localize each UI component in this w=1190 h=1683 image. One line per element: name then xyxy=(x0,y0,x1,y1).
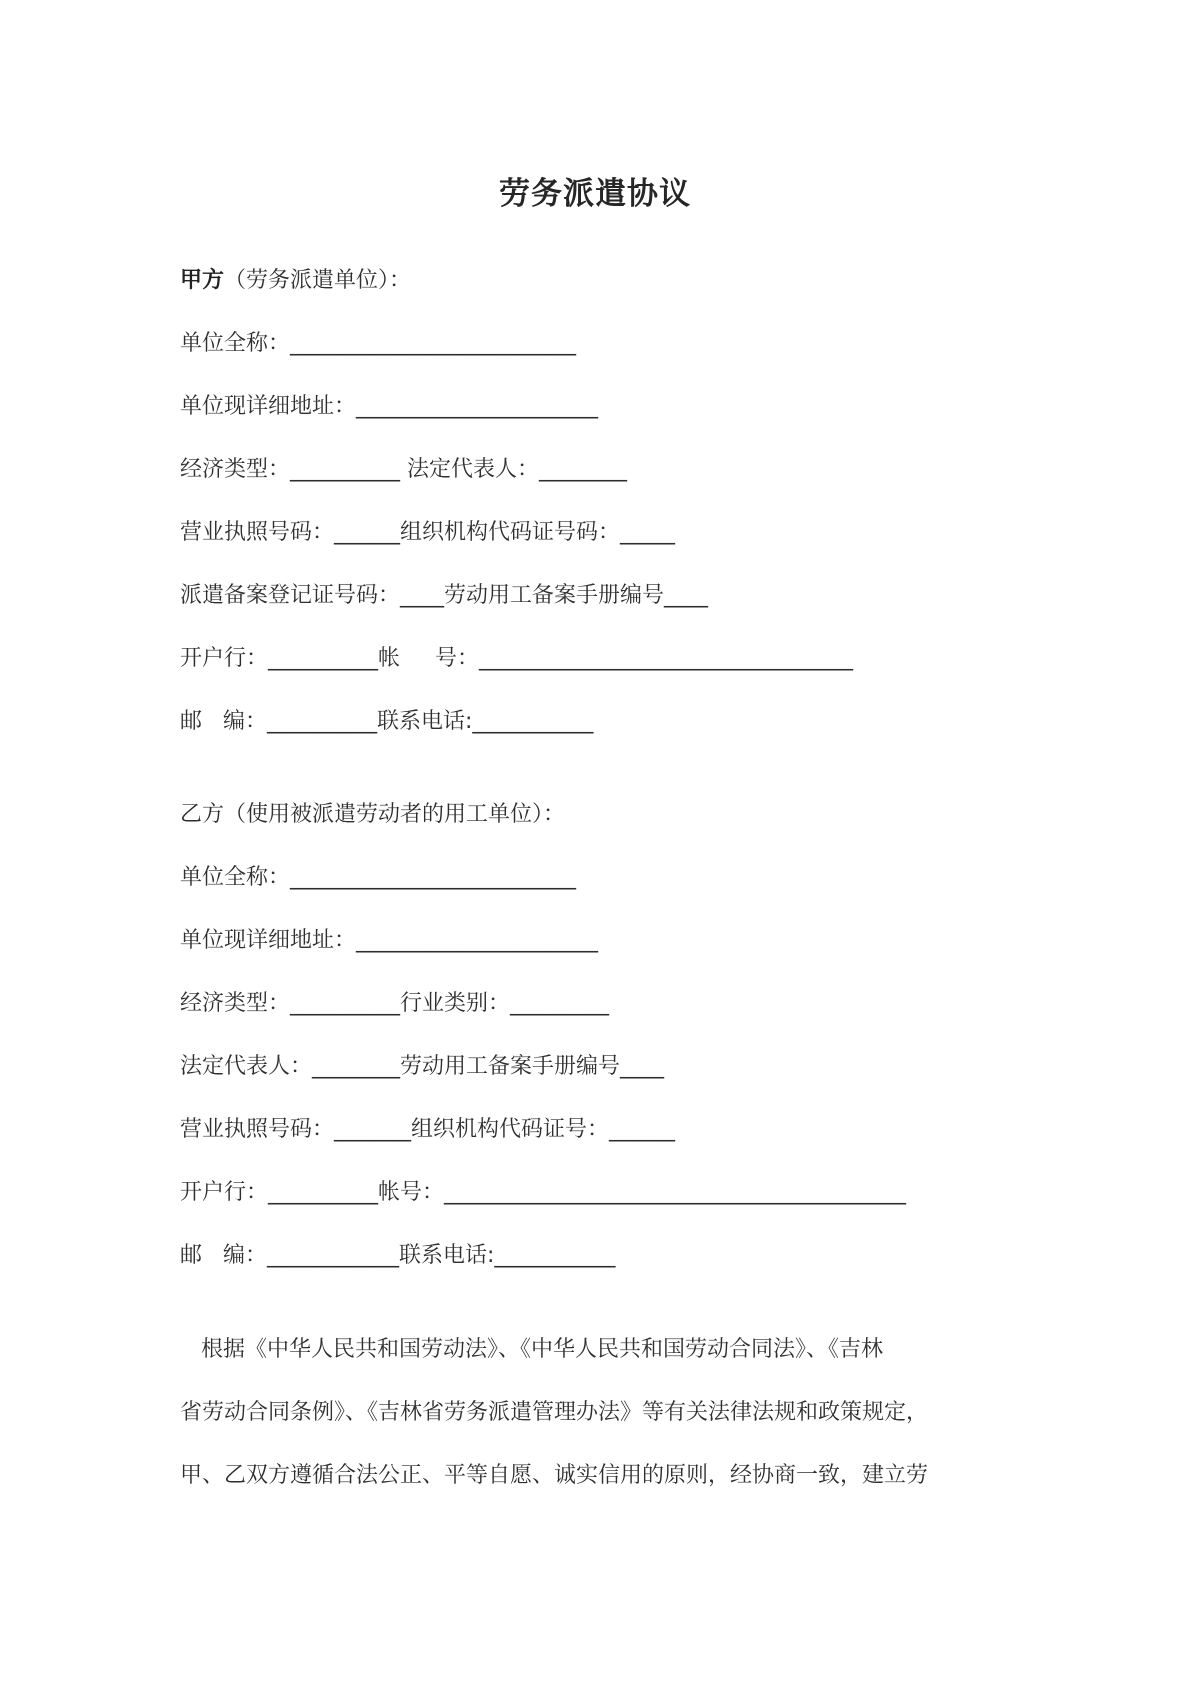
party-a-economic-type-field: 经济类型：__________ 法定代表人：________ xyxy=(180,457,627,482)
party-a-bank-field: 开户行：__________帐 号：__________________________________ xyxy=(180,646,853,671)
agreement-paragraph-line-1: 根据《中华人民共和国劳动法》、《中华人民共和国劳动合同法》、《吉林 xyxy=(180,1337,883,1362)
party-a-full-name-field: 单位全称：__________________________ xyxy=(180,331,577,356)
agreement-paragraph-line-3: 甲、乙双方遵循合法公正、平等自愿、诚实信用的原则，经协商一致，建立劳 xyxy=(180,1463,929,1488)
party-b-postcode-field: 邮 编：____________联系电话:___________ xyxy=(180,1243,616,1268)
party-b-address-field: 单位现详细地址：______________________ xyxy=(180,928,599,953)
party-a-address-field: 单位现详细地址：______________________ xyxy=(180,394,599,419)
party-a-heading xyxy=(180,266,411,296)
party-b-full-name-field: 单位全称：__________________________ xyxy=(180,865,577,890)
party-a-license-field: 营业执照号码：______组织机构代码证号码：_____ xyxy=(180,520,676,545)
party-a-postcode-field: 邮 编：__________联系电话:___________ xyxy=(180,709,594,734)
party-a-label: 甲方 xyxy=(180,268,225,293)
party-b-bank-field: 开户行：__________帐号：__________________________________________ xyxy=(180,1180,907,1205)
party-b-license-field: 营业执照号码：_______组织机构代码证号：______ xyxy=(180,1117,676,1142)
party-b-legal-rep-field: 法定代表人：________劳动用工备案手册编号____ xyxy=(180,1054,665,1079)
party-a-description: （劳务派遣单位）： xyxy=(224,268,412,293)
party-a-registration-field: 派遣备案登记证号码：____劳动用工备案手册编号____ xyxy=(180,583,709,608)
party-b-economic-type-field: 经济类型：__________行业类别：_________ xyxy=(180,991,610,1016)
party-b-heading: 乙方（使用被派遣劳动者的用工单位）： xyxy=(180,802,566,827)
agreement-paragraph-line-2: 省劳动合同条例》、《吉林省劳务派遣管理办法》等有关法律法规和政策规定， xyxy=(180,1400,929,1425)
document-title: 劳务派遣协议 xyxy=(499,176,691,212)
